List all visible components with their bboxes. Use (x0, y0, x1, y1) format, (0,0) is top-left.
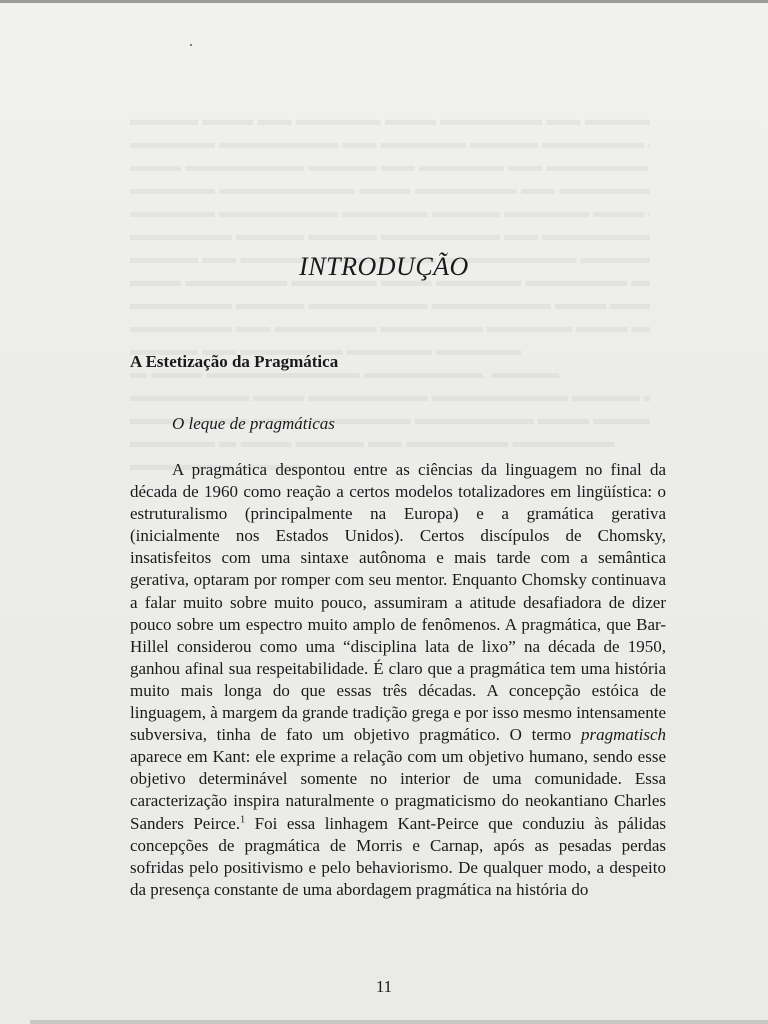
body-text (130, 459, 666, 901)
section-heading: A Estetização da Pragmática (130, 352, 339, 371)
body-paragraph (130, 459, 666, 901)
page-top-edge (0, 0, 768, 3)
paragraph-text-part-3: Foi essa linhagem Kant-Peirce que conduziu às pálidas concepções de pragmática de Morris e Carnap, após as pesadas perdas sofridas pelo positivismo e pelo behaviorismo. De qualquer modo, a despeito da presença constante de uma abordagem pragmática na história do (130, 813, 666, 899)
subsection-heading: O leque de pragmáticas (172, 414, 335, 433)
italic-term: pragmatisch (581, 725, 666, 745)
paper-speck (190, 44, 192, 46)
page-number: 11 (375, 977, 393, 996)
paragraph-text-part-1: A pragmática despontou entre as ciências da linguagem no final da década de 1960 como reação a certos modelos totalizadores em lingüística: o estruturalismo (principalmente na Europa) e a gramática gerativa (inicialmente nos Estados Unidos). Certos discípulos de Chomsky, insatisfeitos com uma sintaxe autônoma e mais tarde com a semântica gerativa, optaram por romper com seu mentor. Enquanto Chomsky continuava a falar muito sobre muito pouco, assumiram a atitude desafiadora de dizer pouco sobre um espectro muito amplo de fenômenos. A pragmática, que Bar-Hillel considerou como uma “disciplina lata de lixo” na década de 1950, ganhou afinal sua respeitabilidade. É claro que a pragmática tem uma história muito mais longa do que essas três décadas. A concepção estóica de linguagem, à margem da grande tradição grega e por isso mesmo intensamente subversiva, tinha de fato um objetivo pragmático. O termo (130, 460, 666, 745)
paragraph-text-part-2: aparece em Kant: ele exprime a relação com um objetivo humano, sendo esse objetivo determinável somente no interior de uma comunidade. Essa caracterização inspira naturalmente o pragmaticismo do neokantiano Charles Sanders Peirce. (130, 747, 666, 833)
page-bottom-edge (30, 1020, 768, 1024)
chapter-title: INTRODUÇÃO (299, 252, 469, 281)
footnote-marker[interactable]: 1 (240, 813, 246, 825)
